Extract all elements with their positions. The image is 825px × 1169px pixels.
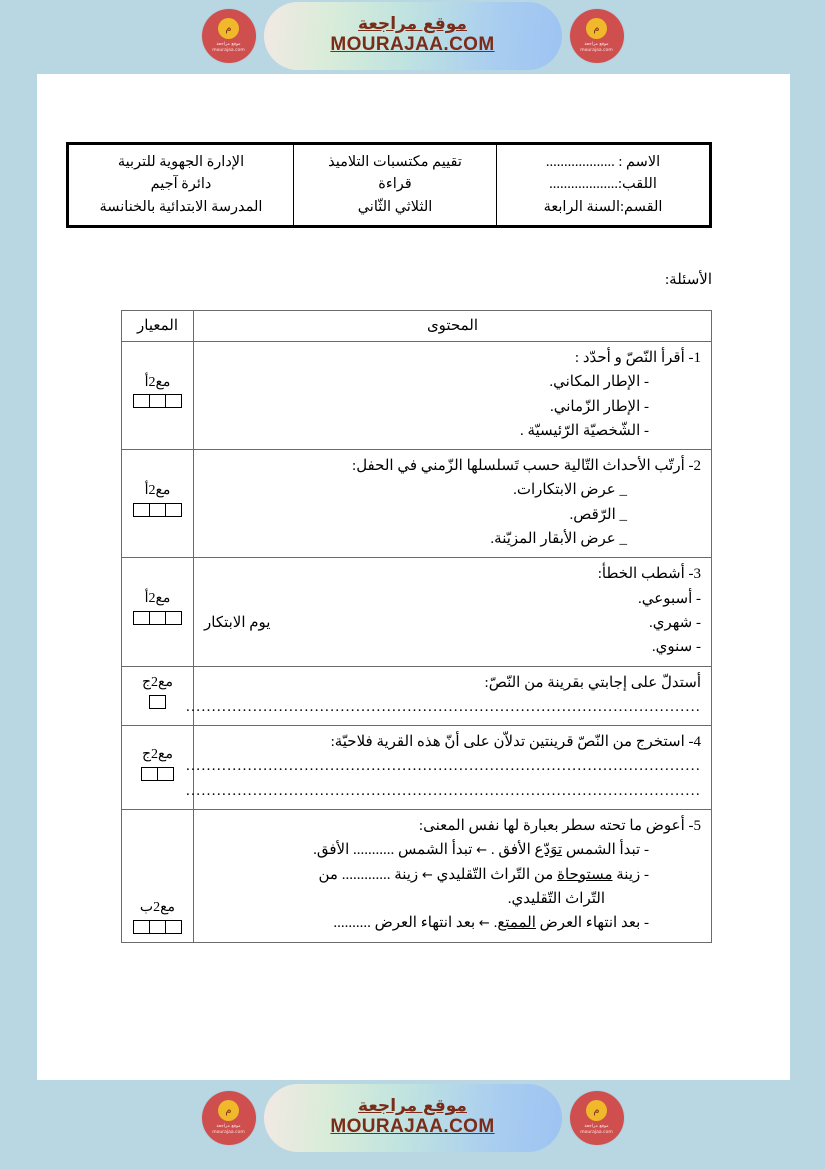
justification-prompt: أستدلّ على إجابتي بقرينة من النّصّ:	[484, 674, 701, 691]
logo-caption: موقع مراجعة mourajaa.com	[212, 42, 245, 53]
identification-table	[66, 142, 712, 228]
logo-caption: موقع مراجعة mourajaa.com	[580, 1124, 613, 1135]
criterion-label: مع2أ	[144, 482, 171, 498]
logo-mark-icon: م	[586, 18, 607, 39]
original-phrase-after: الأفق .	[490, 842, 535, 859]
dash-bullet: -	[644, 842, 649, 859]
arrow-icon: ←	[421, 867, 433, 883]
pupil-info-cell	[497, 144, 711, 227]
logo-mark-icon: م	[218, 18, 239, 39]
score-boxes[interactable]	[126, 767, 189, 781]
site-logo-icon-left	[202, 1091, 256, 1145]
score-box[interactable]	[133, 394, 150, 408]
question-1-content	[194, 342, 712, 450]
criterion-label: مع2ج	[142, 674, 173, 690]
question-1-criterion	[122, 342, 194, 450]
score-box[interactable]	[133, 611, 150, 625]
arrow-icon: ←	[478, 916, 490, 932]
spacer	[204, 635, 242, 659]
question-3-subject: يوم الابتكار	[204, 614, 271, 631]
score-box[interactable]	[149, 503, 166, 517]
table-row	[122, 450, 712, 558]
answer-phrase-after: الأفق.	[313, 842, 354, 859]
question-1-option-2: - الإطار الزّماني.	[549, 398, 649, 415]
answer-blank[interactable]: ...........	[353, 842, 395, 859]
questions-label: الأسئلة:	[665, 272, 712, 288]
question-1-stem: 1- أقرأ النّصّ و أحدّد :	[574, 350, 701, 366]
logo-mark-icon: م	[586, 1100, 607, 1121]
original-phrase-after: .	[493, 915, 498, 932]
score-boxes[interactable]	[126, 394, 189, 408]
underlined-word: توَدّع	[534, 842, 563, 859]
question-3-choice-row-3	[204, 635, 701, 659]
answer-dotted-line[interactable]: ....................................................................................................	[186, 782, 701, 799]
criterion-label: مع2أ	[144, 591, 171, 607]
question-4-stem: 4- استخرج من النّصّ قرينتين تدلاّن على أنّ هذه القرية فلاحيّة:	[330, 734, 701, 751]
score-box[interactable]	[165, 920, 182, 934]
question-5-content	[194, 810, 712, 942]
answer-dotted-line[interactable]: ....................................................................................................	[186, 698, 701, 715]
table-row	[68, 144, 711, 227]
answer-phrase-after: من	[318, 866, 342, 883]
score-box[interactable]	[133, 503, 150, 517]
pupil-name-line: الاسم : ...................	[545, 154, 661, 170]
score-box[interactable]	[165, 503, 182, 517]
question-2-stem: 2- أرتّب الأحداث التّالية حسب تَسلسلها الزّمني في الحفل:	[352, 458, 701, 475]
score-box[interactable]	[165, 611, 182, 625]
original-phrase-before: زينة	[612, 866, 641, 883]
question-2-item-3: _ عرض الأبقار المزيّنة.	[490, 531, 627, 548]
criterion-label: مع2ب	[139, 899, 176, 915]
watermark-pill	[212, 1084, 613, 1152]
score-box[interactable]	[157, 767, 174, 781]
question-5-criterion	[122, 810, 194, 942]
answer-dotted-line[interactable]: ....................................................................................................	[186, 758, 701, 775]
site-logo-icon-right	[570, 9, 624, 63]
question-2-criterion	[122, 450, 194, 558]
question-3-option-3: - سنوي.	[651, 639, 701, 656]
question-5-item-3	[204, 911, 701, 935]
score-boxes[interactable]	[126, 920, 189, 934]
answer-phrase-before: زينة	[390, 866, 419, 883]
watermark-site-text: MOURAJAA.COM	[330, 1116, 495, 1138]
question-5-item-1	[204, 838, 701, 862]
score-boxes[interactable]	[126, 695, 189, 709]
document-sheet	[37, 74, 790, 1080]
question-1-option-1: - الإطار المكاني.	[549, 374, 649, 391]
score-box[interactable]	[149, 611, 166, 625]
arrow-icon: ←	[476, 843, 488, 859]
watermark-banner-bottom	[0, 1082, 825, 1154]
logo-mark-icon: م	[218, 1100, 239, 1121]
question-5-item-2-wrap: التّراث التّقليدي.	[507, 890, 605, 907]
watermark-banner-top	[0, 0, 825, 72]
score-box[interactable]	[141, 767, 158, 781]
question-2-item-1: _ عرض الابتكارات.	[513, 482, 627, 499]
district-line: دائرة آجيم	[150, 176, 212, 193]
dash-bullet: -	[644, 866, 649, 883]
table-row	[122, 558, 712, 666]
table-header-row	[122, 311, 712, 342]
question-4-content	[186, 726, 712, 810]
spacer	[204, 587, 242, 611]
dash-bullet: -	[644, 915, 649, 932]
score-box[interactable]	[133, 920, 150, 934]
answer-phrase-before: تبدأ الشمس	[394, 842, 473, 859]
site-logo-icon-left	[202, 9, 256, 63]
exam-info-cell	[294, 144, 497, 227]
watermark-site-text: MOURAJAA.COM	[330, 34, 495, 56]
original-phrase-after: من التّراث التّقليدي	[436, 866, 558, 883]
table-row	[122, 666, 712, 726]
original-phrase-before: تبدأ الشمس	[562, 842, 641, 859]
question-5-item-2	[204, 863, 701, 887]
exam-subject-line: قراءة	[378, 176, 412, 193]
criterion-label: مع2أ	[144, 374, 171, 390]
assessment-table	[121, 310, 712, 943]
school-info-cell	[68, 144, 294, 227]
score-box[interactable]	[165, 394, 182, 408]
justification-content	[186, 666, 712, 726]
answer-blank[interactable]: ..........	[333, 915, 371, 932]
question-3-option-2: - شهري.	[649, 614, 701, 631]
question-4-criterion	[122, 726, 194, 810]
underlined-word: الممتع	[497, 915, 536, 932]
question-3-criterion	[122, 558, 194, 666]
school-name-line: المدرسة الابتدائية بالخنانسة	[99, 198, 263, 215]
column-header-content: المحتوى	[194, 311, 712, 342]
question-5-stem: 5- أعوض ما تحته سطر بعبارة لها نفس المعنى:	[418, 818, 701, 835]
table-row	[122, 342, 712, 450]
watermark-arabic-text: موقع مراجعة	[358, 13, 467, 34]
column-header-criterion: المعيار	[122, 311, 194, 342]
score-box[interactable]	[149, 394, 166, 408]
answer-phrase-before: بعد انتهاء العرض	[370, 915, 476, 932]
question-2-content	[194, 450, 712, 558]
question-3-option-1: - أسبوعي.	[638, 590, 701, 607]
question-1-option-3: - الشّخصيّة الرّئيسيّة .	[519, 422, 649, 439]
justification-criterion	[122, 666, 194, 726]
logo-caption: موقع مراجعة mourajaa.com	[580, 42, 613, 53]
logo-caption: موقع مراجعة mourajaa.com	[212, 1124, 245, 1135]
score-boxes[interactable]	[126, 611, 189, 625]
question-2-item-2: _ الرّقص.	[569, 506, 627, 523]
question-3-choice-row-2	[204, 611, 701, 635]
table-row	[122, 726, 712, 810]
original-phrase-before: بعد انتهاء العرض	[535, 915, 641, 932]
question-3-choice-row-1	[204, 587, 701, 611]
table-row	[122, 810, 712, 942]
exam-title-line: تقييم مكتسبات التلاميذ	[328, 154, 462, 170]
score-box[interactable]	[149, 920, 166, 934]
score-boxes[interactable]	[126, 503, 189, 517]
question-3-stem: 3- أشطب الخطأ:	[597, 566, 701, 583]
pupil-surname-line: اللقب:...................	[549, 176, 657, 193]
watermark-arabic-text: موقع مراجعة	[358, 1095, 467, 1116]
pupil-class-line: القسم:السنة الرابعة	[543, 198, 663, 215]
site-logo-icon-right	[570, 1091, 624, 1145]
underlined-word: مستوحاة	[557, 866, 613, 883]
criterion-label: مع2ج	[142, 746, 173, 762]
regional-directorate-line: الإدارة الجهوية للتربية	[117, 154, 245, 170]
answer-blank[interactable]: .............	[341, 866, 391, 883]
score-box[interactable]	[149, 695, 166, 709]
exam-term-line: الثلاثي الثّاني	[357, 198, 433, 215]
question-3-content	[194, 558, 712, 666]
watermark-pill	[212, 2, 613, 70]
